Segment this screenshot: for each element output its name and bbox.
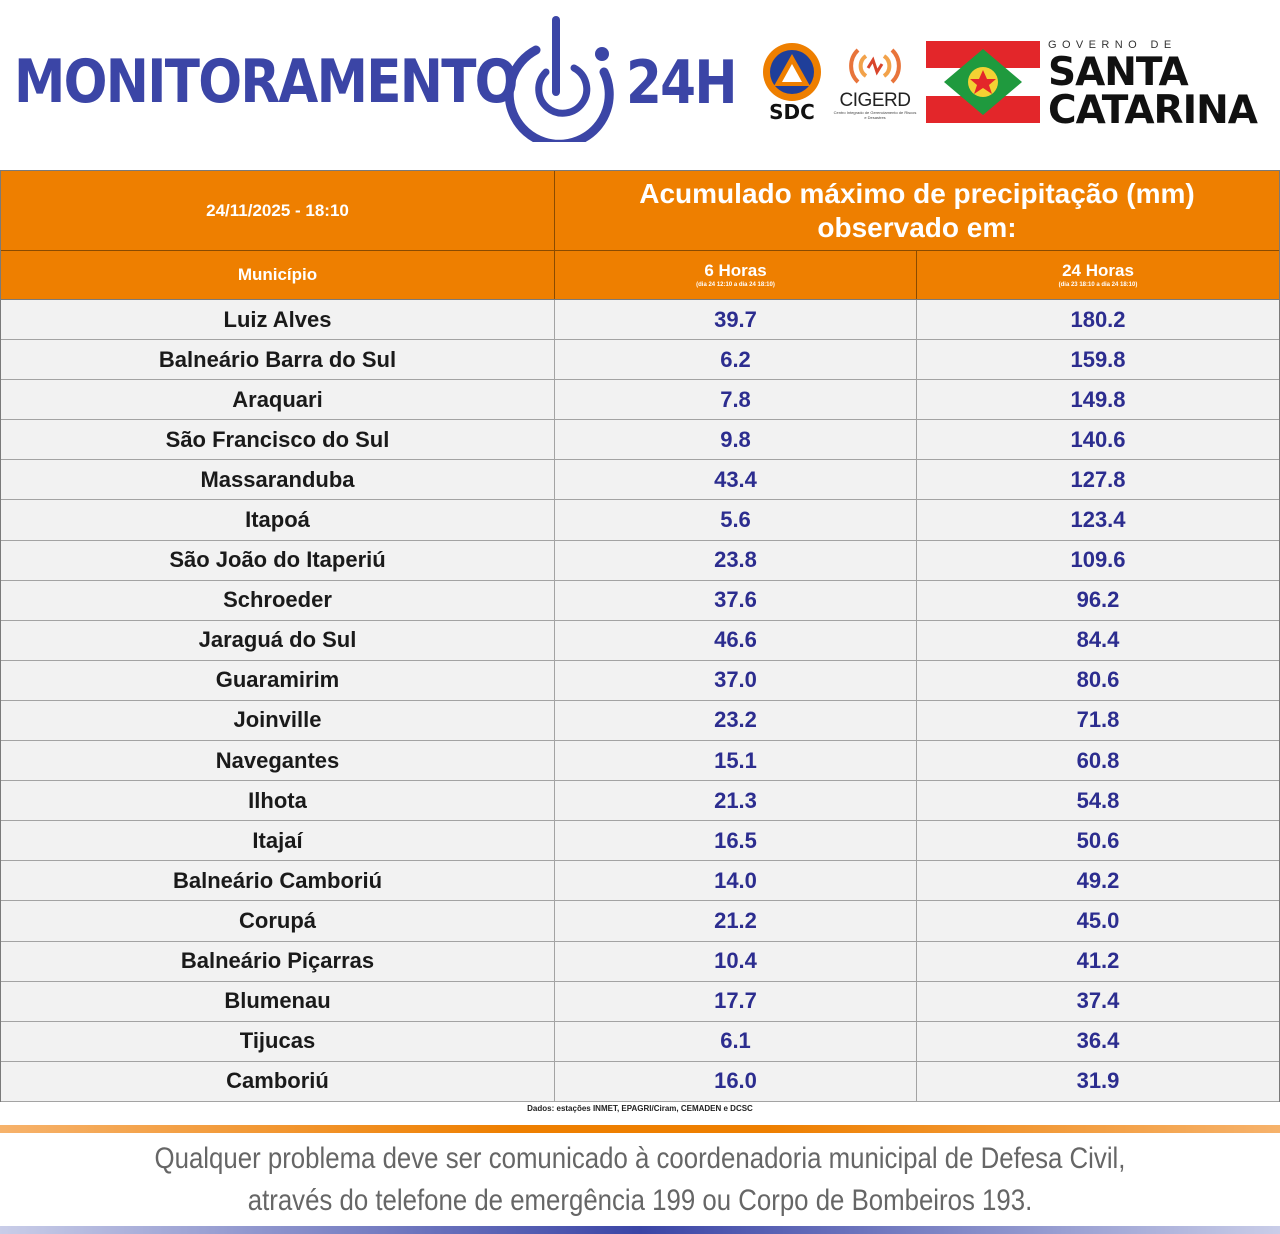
cell-24h: 109.6: [1070, 547, 1126, 573]
cell-6h: 6.1: [555, 1022, 917, 1061]
cell-6h: 39.7: [555, 300, 917, 339]
cell-6h: 46.6: [555, 621, 917, 660]
cell-24h: 127.8: [1070, 466, 1126, 492]
notice-line2: através do telefone de emergência 199 ou Corpo de Bombeiros 193.: [247, 1184, 1033, 1217]
cell-24h: 180.2: [1070, 306, 1126, 332]
table-row: [1, 380, 1279, 420]
cell-24h: 41.2: [1076, 948, 1120, 974]
cell-municipio: Balneário Camboriú: [1, 861, 555, 900]
table-row: [1, 500, 1279, 540]
table-title-line2: observado em:: [817, 211, 1017, 243]
column-header-municipio: Município: [1, 251, 555, 299]
emergency-notice: [90, 1138, 1191, 1222]
blue-divider: [0, 1226, 1280, 1234]
table-row: [1, 1022, 1279, 1062]
cell-24h: 36.4: [1076, 1028, 1120, 1054]
table-row: [1, 460, 1279, 500]
table-title: [555, 171, 1279, 250]
cell-municipio: Camboriú: [1, 1062, 555, 1101]
cell-municipio: Ilhota: [1, 781, 555, 820]
column-6h-range: (dia 24 12:10 a dia 24 18:10): [696, 281, 775, 288]
santa-catarina-flag-icon: [926, 41, 1040, 123]
cell-24h: 60.8: [1076, 747, 1120, 773]
cell-24h: 45.0: [1076, 907, 1120, 933]
column-header-24h: [917, 251, 1279, 299]
table-column-headers: [1, 251, 1279, 300]
cell-6h: 17.7: [555, 982, 917, 1021]
table-row: [1, 300, 1279, 340]
sdc-logo: [760, 42, 824, 126]
cell-municipio: Araquari: [1, 380, 555, 419]
cell-6h: 15.1: [555, 741, 917, 780]
table-title-line1: Acumulado máximo de precipitação (mm): [639, 177, 1195, 209]
cigerd-logo: [832, 42, 918, 126]
cigerd-label: CIGERD: [839, 90, 911, 111]
cell-24h: 50.6: [1076, 827, 1120, 853]
cell-municipio: Tijucas: [1, 1022, 555, 1061]
data-source-note: Dados: estações INMET, EPAGRI/Ciram, CEMADEN e DCSC: [527, 1104, 753, 1113]
cell-municipio: Jaraguá do Sul: [1, 621, 555, 660]
cell-24h: 123.4: [1070, 507, 1126, 533]
brand-word: MONITORAMENTO: [14, 47, 517, 117]
cell-6h: 21.2: [555, 901, 917, 940]
cell-6h: 37.0: [555, 661, 917, 700]
table-row: [1, 781, 1279, 821]
column-24h-label: 24 Horas: [1062, 260, 1134, 280]
table-title-row: [1, 170, 1279, 251]
cell-6h: 43.4: [555, 460, 917, 499]
cell-6h: 21.3: [555, 781, 917, 820]
cell-6h: 23.2: [555, 701, 917, 740]
column-header-6h: [555, 251, 917, 299]
cell-24h: 96.2: [1076, 587, 1120, 613]
cell-6h: 6.2: [555, 340, 917, 379]
cell-6h: 23.8: [555, 541, 917, 580]
cell-6h: 16.5: [555, 821, 917, 860]
sdc-label: SDC: [769, 100, 815, 124]
page-header: [0, 0, 1280, 170]
cell-municipio: São João do Itaperiú: [1, 541, 555, 580]
cell-6h: 5.6: [555, 500, 917, 539]
cell-municipio: Blumenau: [1, 982, 555, 1021]
table-body: [1, 300, 1279, 1102]
table-row: [1, 581, 1279, 621]
table-row: [1, 701, 1279, 741]
column-24h-range: (dia 23 18:10 a dia 24 18:10): [1058, 281, 1138, 288]
cell-6h: 37.6: [555, 581, 917, 620]
cell-6h: 10.4: [555, 942, 917, 981]
cell-municipio: Luiz Alves: [1, 300, 555, 339]
column-6h-label: 6 Horas: [704, 260, 767, 280]
cell-6h: 9.8: [555, 420, 917, 459]
cell-municipio: Navegantes: [1, 741, 555, 780]
table-row: [1, 661, 1279, 701]
table-row: [1, 541, 1279, 581]
table-row: [1, 420, 1279, 460]
cell-24h: 80.6: [1076, 667, 1120, 693]
cell-24h: 54.8: [1076, 787, 1120, 813]
cell-municipio: Balneário Piçarras: [1, 942, 555, 981]
cell-municipio: Itajaí: [1, 821, 555, 860]
cell-municipio: Massaranduba: [1, 460, 555, 499]
table-row: [1, 340, 1279, 380]
table-row: [1, 1062, 1279, 1102]
power-signal-icon: [496, 12, 616, 142]
cell-municipio: Guaramirim: [1, 661, 555, 700]
cell-municipio: São Francisco do Sul: [1, 420, 555, 459]
report-datetime: 24/11/2025 - 18:10: [1, 171, 555, 250]
cigerd-subtitle: Centro Integrado de Gerenciamento de Riscos e Desastres: [833, 110, 917, 120]
gov-label-small: GOVERNO DE: [1048, 39, 1177, 51]
gov-label-santa: SANTA: [1048, 50, 1188, 95]
cell-24h: 71.8: [1076, 707, 1120, 733]
table-row: [1, 821, 1279, 861]
table-row: [1, 901, 1279, 941]
cell-municipio: Corupá: [1, 901, 555, 940]
table-row: [1, 942, 1279, 982]
cell-6h: 14.0: [555, 861, 917, 900]
cell-24h: 31.9: [1076, 1068, 1120, 1094]
civil-defense-icon: [760, 42, 824, 102]
gov-label-catarina: CATARINA: [1048, 88, 1257, 133]
cell-24h: 84.4: [1076, 627, 1120, 653]
cell-24h: 49.2: [1076, 867, 1120, 893]
table-row: [1, 621, 1279, 661]
orange-divider: [0, 1125, 1280, 1133]
cell-municipio: Itapoá: [1, 500, 555, 539]
alert-signal-icon: [832, 42, 918, 88]
cell-24h: 37.4: [1076, 988, 1120, 1014]
cell-municipio: Schroeder: [1, 581, 555, 620]
cell-municipio: Balneário Barra do Sul: [1, 340, 555, 379]
cell-municipio: Joinville: [1, 701, 555, 740]
table-row: [1, 982, 1279, 1022]
brand-suffix: 24H: [626, 48, 736, 118]
precipitation-table: [0, 170, 1280, 1102]
cell-24h: 149.8: [1070, 386, 1126, 412]
table-row: [1, 861, 1279, 901]
cell-6h: 16.0: [555, 1062, 917, 1101]
cell-24h: 159.8: [1070, 346, 1126, 372]
table-row: [1, 741, 1279, 781]
notice-line1: Qualquer problema deve ser comunicado à coordenadoria municipal de Defesa Civil,: [154, 1142, 1126, 1175]
cell-6h: 7.8: [555, 380, 917, 419]
cell-24h: 140.6: [1070, 426, 1126, 452]
